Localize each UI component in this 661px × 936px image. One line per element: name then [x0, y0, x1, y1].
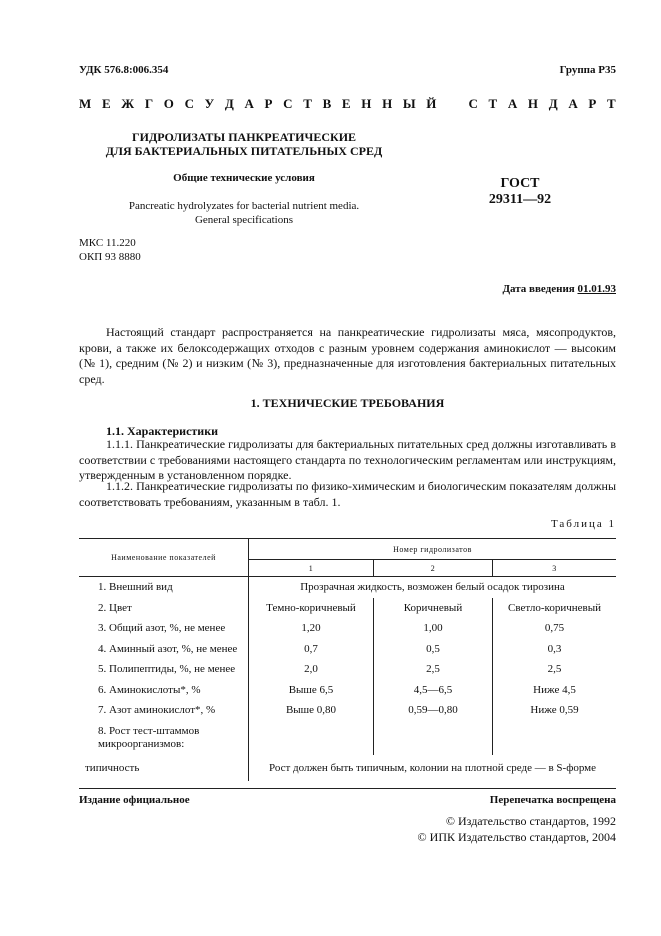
table-row: [79, 618, 616, 639]
cell-value: Ниже 0,59: [493, 700, 617, 721]
cell-value: 2,0: [249, 659, 374, 680]
cell-value: 0,75: [493, 618, 617, 639]
subsection-title: 1.1. Характеристики: [106, 424, 219, 438]
gost-number: [455, 176, 585, 208]
table-row: [79, 577, 616, 598]
classification-codes: [79, 236, 141, 264]
header-indicator-name: Наименование показателей: [79, 539, 249, 577]
banner-letter: М: [79, 96, 92, 111]
intro-paragraph: Настоящий стандарт распространяется на панкреатические гидролизаты мяса, мясопродуктов, крови, а также их белоксодержащих отходов с разным уровнем содержания аминокислот — высоким (№ 1), средним (№ 2) и низким (№ 3), предназначенные для изготовления бактериальных питательных сред.: [79, 325, 616, 386]
table-row: [79, 680, 616, 701]
banner-letter: Е: [101, 96, 111, 111]
cell-value: 0,7: [249, 639, 374, 660]
english-title: [79, 199, 409, 227]
banner-letter: Т: [607, 96, 616, 111]
cell-value: 0,59—0,80: [374, 700, 493, 721]
header-col-1: 1: [249, 560, 374, 577]
official-edition-label: Издание официальное: [79, 794, 190, 806]
udk-code: УДК 576.8:006.354: [79, 64, 169, 76]
header-hydrolyzate-number: Номер гидролизатов: [249, 539, 617, 560]
banner-letter: О: [163, 96, 174, 111]
copyright-2004: © ИПК Издательство стандартов, 2004: [417, 830, 616, 844]
document-title: [79, 130, 409, 158]
banner-letter: Т: [303, 96, 312, 111]
cell-value: Выше 6,5: [249, 680, 374, 701]
footer-divider: [79, 788, 616, 789]
cell-value: 2,5: [374, 659, 493, 680]
banner-letter: С: [283, 96, 293, 111]
introduction-date: [502, 283, 616, 295]
row-label: 5. Полипептиды, %, не менее: [98, 663, 236, 676]
table-caption: Таблица 1: [550, 518, 616, 530]
row-label: 8. Рост тест-штаммов микроорганизмов:: [98, 724, 200, 750]
cell-value: [374, 721, 493, 755]
cell-value: [249, 721, 374, 755]
banner-letter: Р: [264, 96, 273, 111]
section-title: 1. ТЕХНИЧЕСКИЕ ТРЕБОВАНИЯ: [250, 396, 445, 410]
banner-letter: У: [204, 96, 215, 111]
cell-value: 1,20: [249, 618, 374, 639]
header-col-2: 2: [374, 560, 493, 577]
table-row: [79, 598, 616, 619]
row-label: 6. Аминокислоты*, %: [98, 683, 201, 696]
table-row: [79, 721, 616, 755]
banner-letter: А: [568, 96, 578, 111]
table-row: [79, 639, 616, 660]
row-span-value: Рост должен быть типичным, колонии на плотной среде — в S-форме: [249, 755, 617, 781]
mks-code: МКС 11.220: [79, 237, 136, 249]
reprint-prohibited-label: Перепечатка воспрещена: [489, 794, 616, 806]
cell-value: 4,5—6,5: [374, 680, 493, 701]
row-span-value: Прозрачная жидкость, возможен белый осадок тирозина: [249, 577, 617, 598]
group-code: Группа Р35: [559, 64, 616, 76]
interstate-standard-banner: [79, 96, 616, 112]
banner-letter: Т: [488, 96, 498, 111]
banner-letter: А: [244, 96, 254, 111]
banner-letter: Ы: [402, 96, 416, 111]
cell-value: 0,3: [493, 639, 617, 660]
cell-value: Ниже 4,5: [493, 680, 617, 701]
paragraph-1-1-2: 1.1.2. Панкреатические гидролизаты по физико-химическим и биологическим показателям должны соответствовать требованиям, указанным в табл. 1.: [79, 479, 616, 509]
banner-letter: Д: [548, 96, 558, 111]
table-row: [79, 659, 616, 680]
banner-letter: Р: [588, 96, 597, 111]
banner-letter: Г: [144, 96, 154, 111]
banner-letter: С: [184, 96, 194, 111]
row-label: 1. Внешний вид: [98, 581, 173, 594]
english-title-line-1: Pancreatic hydrolyzates for bacterial nutrient media.: [128, 200, 360, 212]
banner-letter: Н: [527, 96, 539, 111]
cell-value: Светло-коричневый: [493, 598, 617, 619]
row-label: типичность: [85, 761, 140, 774]
banner-letter: Н: [382, 96, 393, 111]
cell-value: Выше 0,80: [249, 700, 374, 721]
row-label: 3. Общий азот, %, не менее: [98, 622, 226, 635]
english-title-line-2: General specifications: [194, 214, 294, 226]
requirements-table: [79, 538, 616, 781]
okp-code: ОКП 93 8880: [79, 251, 141, 263]
banner-letter: А: [507, 96, 518, 111]
copyright-1992: © Издательство стандартов, 1992: [445, 814, 616, 828]
cell-value: Коричневый: [374, 598, 493, 619]
banner-letter: Ж: [121, 96, 135, 111]
cell-value: Темно-коричневый: [249, 598, 374, 619]
cell-value: 0,5: [374, 639, 493, 660]
introduction-date-label: Дата введения: [502, 283, 575, 295]
cell-value: [493, 721, 617, 755]
row-label: 4. Аминный азот, %, не менее: [98, 642, 238, 655]
row-label: 2. Цвет: [98, 601, 132, 614]
title-line-1: ГИДРОЛИЗАТЫ ПАНКРЕАТИЧЕСКИЕ: [131, 130, 357, 144]
banner-letter: С: [468, 96, 478, 111]
table-row: [79, 755, 616, 781]
banner-letter: Й: [426, 96, 437, 111]
banner-letter: Н: [361, 96, 372, 111]
paragraph-1-1-1: 1.1.1. Панкреатические гидролизаты для бактериальных питательных сред должны изготавливать в соответствии с требованиями настоящего стандарта по технологическим регламентам или инструкциям, утвержденным в установленном порядке.: [79, 437, 616, 482]
title-line-2: ДЛЯ БАКТЕРИАЛЬНЫХ ПИТАТЕЛЬНЫХ СРЕД: [105, 144, 383, 158]
banner-letter: В: [322, 96, 332, 111]
gost-label: ГОСТ: [500, 176, 540, 191]
cell-value: 1,00: [374, 618, 493, 639]
table-row: [79, 700, 616, 721]
cell-value: 2,5: [493, 659, 617, 680]
introduction-date-value: 01.01.93: [577, 283, 616, 295]
header-col-3: 3: [493, 560, 617, 577]
document-subtitle: Общие технические условия: [173, 172, 315, 184]
row-label: 7. Азот аминокислот*, %: [98, 704, 216, 717]
banner-letter: Д: [224, 96, 234, 111]
gost-code: 29311—92: [488, 192, 552, 207]
banner-letter: Е: [341, 96, 351, 111]
